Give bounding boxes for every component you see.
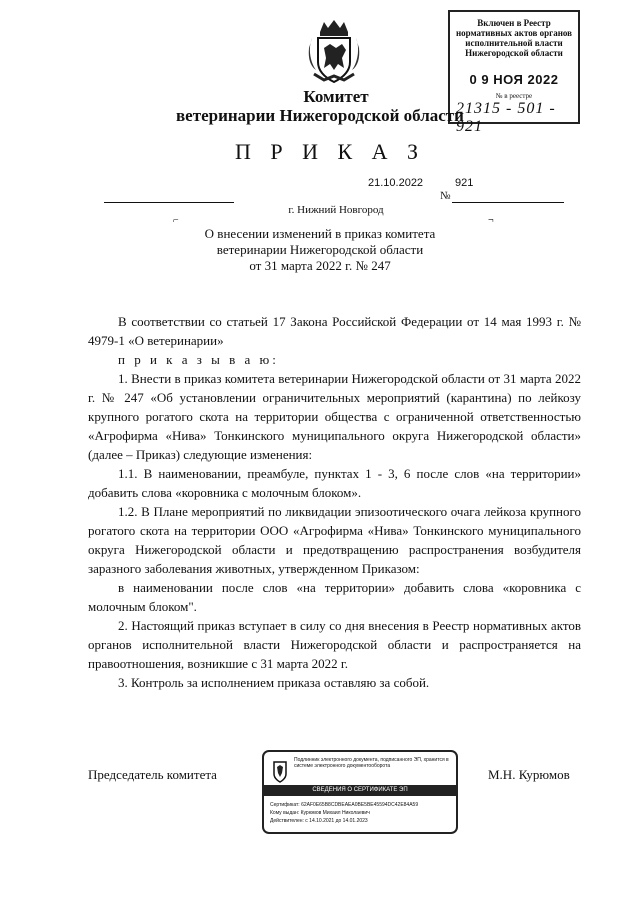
esig-owner: Кому выдан: Курюмов Михаил Николаевич [270, 810, 370, 816]
document-body [88, 312, 581, 692]
subject-line: ветеринарии Нижегородской области [216, 242, 424, 257]
stamp-line: исполнительной власти [465, 38, 563, 48]
document-subject [160, 226, 480, 274]
org-name-line2: ветеринарии Нижегородской области [176, 106, 464, 125]
electronic-signature-block [262, 750, 458, 834]
stamp-registry-number: 21315 - 501 - 921 [456, 100, 556, 135]
signatory-name: М.Н. Курюмов [488, 767, 570, 782]
signatory-position: Председатель комитета [88, 767, 217, 782]
order-word: п р и к а з ы в а ю: [118, 352, 279, 367]
esig-emblem-icon [270, 758, 290, 784]
stamp-line: Нижегородской области [465, 48, 563, 58]
clause-1-1: 1.1. В наименовании, преамбуле, пунктах 1 - 3, 6 после слов «на территории» добавить слова «коровника с молочным блоком». [88, 466, 581, 500]
subject-line: О внесении изменений в приказ комитета [204, 226, 436, 241]
coat-of-arms-emblem [306, 18, 362, 86]
subject-line: от 31 марта 2022 г. № 247 [249, 258, 391, 273]
clause-3: 3. Контроль за исполнением приказа оставляю за собой. [118, 675, 430, 690]
esig-certificate: Сертификат: 62AF0E65B8CDBEAEA0BE5BE45594DC42E84A59 [270, 802, 419, 808]
number-underline [452, 202, 564, 203]
clause-1-2-text: в наименовании после слов «на территории» добавить слова «коровника с молочным блоком". [88, 580, 581, 614]
stamp-registry-label: № в реестре [495, 92, 533, 100]
esig-description: Подлинник электронного документа, подписанного ЭП, хранится в системе электронного документооборота [294, 757, 449, 769]
date-underline [104, 202, 234, 203]
esig-validity: Действителен: с 14.10.2021 до 14.01.2023 [270, 818, 368, 824]
preamble-paragraph: В соответствии со статьей 17 Закона Российской Федерации от 14 мая 1993 г. № 4979-1 «О ветеринарии» [88, 314, 581, 348]
clause-1-2: 1.2. В Плане мероприятий по ликвидации эпизоотического очага лейкоза крупного рогатого скота на территории ООО «Агрофирма «Нива» Тонкинского муниципального округа Нижегородской области и предотвращению распространения возбудителя заразного заболевания животных, утвержденном Приказом: [88, 504, 581, 576]
document-date: 21.10.2022 [368, 177, 424, 189]
stamp-line: Включен в Реестр [477, 18, 551, 28]
corner-mark: ¬ [488, 215, 494, 226]
number-sign: № [440, 190, 451, 202]
document-type: П Р И К А З [234, 139, 426, 164]
city: г. Нижний Новгород [288, 204, 384, 216]
esig-header: СВЕДЕНИЯ О СЕРТИФИКАТЕ ЭП [264, 785, 456, 796]
document-number: 921 [455, 177, 474, 189]
corner-mark: ⌐ [173, 215, 179, 226]
stamp-date: 0 9 НОЯ 2022 [469, 72, 559, 87]
clause-2: 2. Настоящий приказ вступает в силу со дня внесения в Реестр нормативных актов органов исполнительной власти Нижегородской области и распространяется на правоотношения, возникшие с 31 марта 2022 г. [88, 618, 581, 671]
org-name-line1: Комитет [303, 87, 369, 106]
clause-1: 1. Внести в приказ комитета ветеринарии Нижегородской области от 31 марта 2022 г. № 247 «Об установлении ограничительных мероприятий (карантина) по лейкозу крупного рогатого скота на территории общества с ограниченной ответственностью «Агрофирма «Нива» Тонкинского муниципального округа Нижегородской области» (далее – Приказ) следующие изменения: [88, 371, 581, 462]
stamp-line: нормативных актов органов [455, 28, 573, 38]
